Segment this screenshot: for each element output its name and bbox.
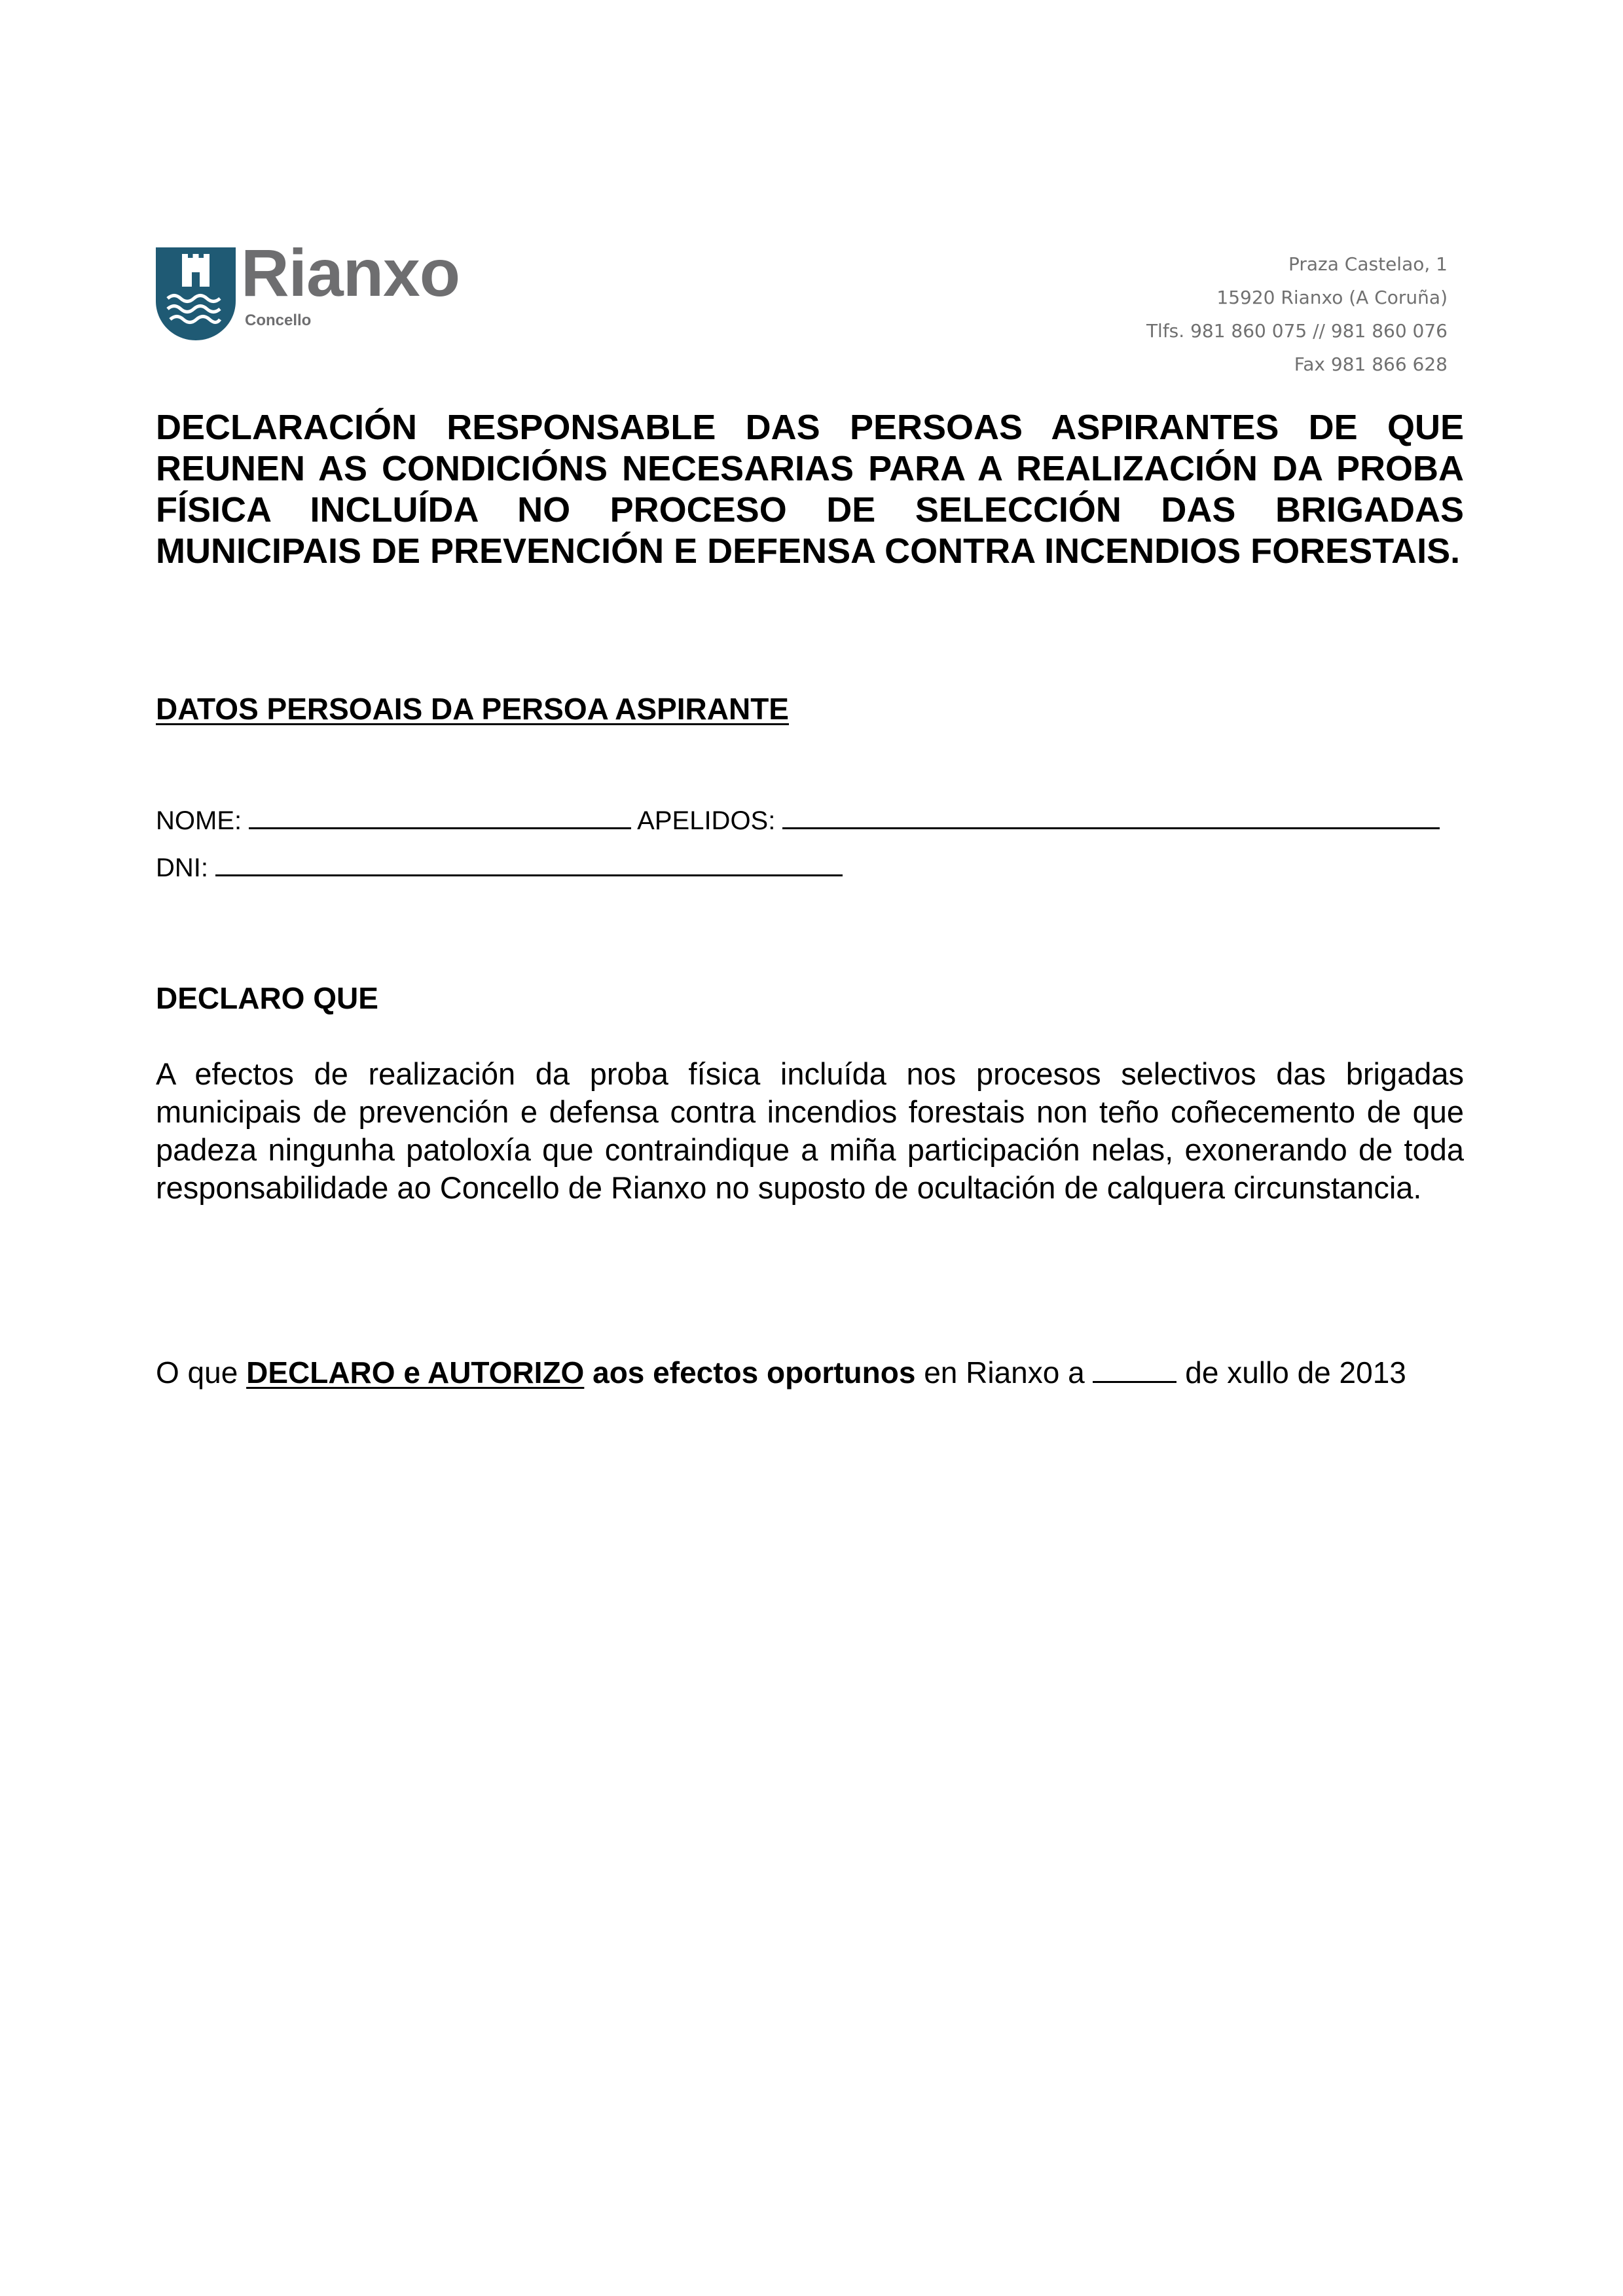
address-fax: Fax 981 866 628	[1294, 353, 1448, 375]
closing-declare-authorize: DECLARO e AUTORIZO	[246, 1355, 585, 1390]
name-surname-line	[156, 808, 1440, 834]
dni-label: DNI:	[156, 853, 208, 882]
rianxo-shield-icon	[156, 247, 236, 340]
document-title: DECLARACIÓN RESPONSABLE DAS PERSOAS ASPIRANTES DE QUE REUNEN AS CONDICIÓNS NECESARIAS PARA A REALIZACIÓN DA PROBA FÍSICA INCLUÍDA NO PROCESO DE SELECCIÓN DAS BRIGADAS MUNICIPAIS DE PREVENCIÓN E DEFENSA CONTRA INCENDIOS FORESTAIS.	[156, 408, 1464, 571]
dni-line	[156, 855, 843, 881]
closing-date-suffix: de xullo de 2013	[1185, 1355, 1406, 1390]
address-phones: Tlfs. 981 860 075 // 981 860 076	[1146, 320, 1448, 342]
concello-logo	[156, 236, 496, 343]
declaration-text: A efectos de realización da proba física incluída nos procesos selectivos das brigadas municipais de prevención e defensa contra incendios forestais non teño coñecemento de que padeza ningunha patoloxía que contraindique a miña participación nelas, exonerando de toda responsabilidade ao Concello de Rianxo no suposto de ocultación de calquera circunstancia.	[156, 1056, 1464, 1205]
logo-subtitle: Concello	[245, 312, 312, 329]
address-street: Praza Castelao, 1	[1288, 253, 1448, 275]
day-field[interactable]	[1093, 1361, 1176, 1383]
name-label: NOME:	[156, 806, 242, 835]
closing-place: en Rianxo a	[924, 1355, 1085, 1390]
declaration-heading: DECLARO QUE	[156, 981, 378, 1015]
surname-label: APELIDOS:	[637, 806, 776, 835]
closing-purpose: aos efectos oportunos	[593, 1355, 916, 1390]
name-field[interactable]	[249, 810, 631, 829]
dni-field[interactable]	[215, 857, 843, 876]
address-block	[1146, 247, 1448, 381]
logo-wordmark: Rianxo	[241, 236, 460, 310]
personal-data-heading: DATOS PERSOAIS DA PERSOA ASPIRANTE	[156, 692, 789, 726]
surname-field[interactable]	[782, 810, 1440, 829]
closing-line	[156, 1357, 1406, 1388]
address-city: 15920 Rianxo (A Coruña)	[1216, 287, 1448, 308]
closing-prefix: O que	[156, 1355, 238, 1390]
